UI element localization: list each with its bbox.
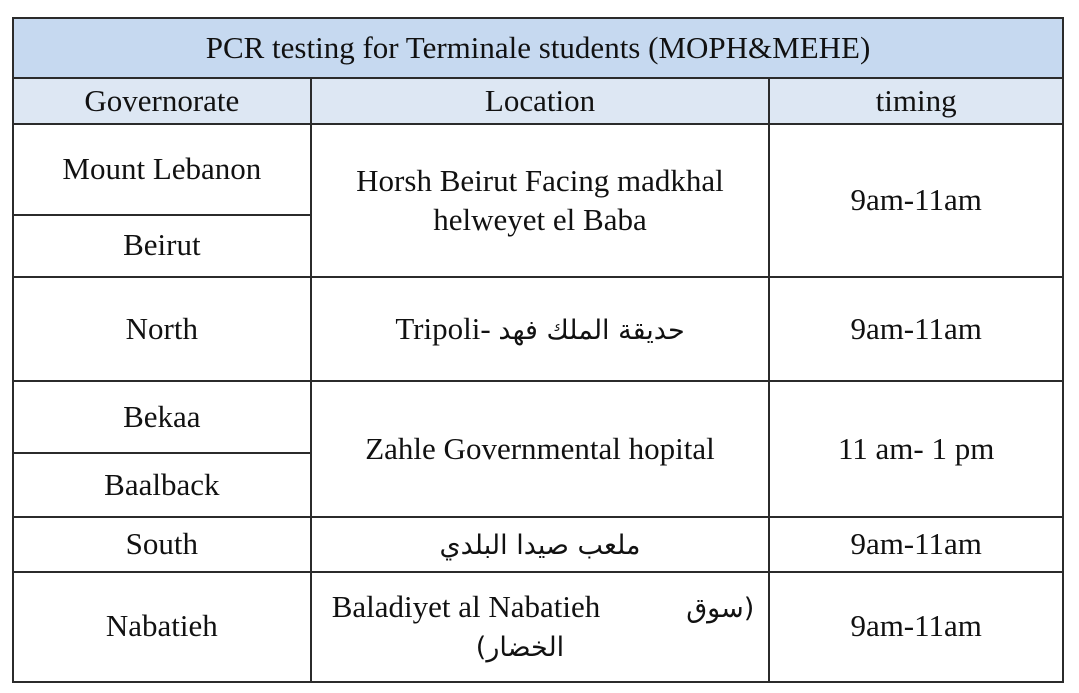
governorate-cell: Baalback: [13, 453, 311, 517]
table-row: [13, 572, 1063, 682]
table-row: [13, 277, 1063, 381]
timing-cell: 9am-11am: [769, 124, 1063, 276]
governorate-cell: Nabatieh: [13, 572, 311, 682]
location-arabic-text: ملعب صيدا البلدي: [439, 530, 641, 562]
timing-cell: 9am-11am: [769, 572, 1063, 682]
table-row: [13, 124, 1063, 214]
table-title-row: [13, 18, 1063, 78]
governorate-cell: South: [13, 517, 311, 571]
location-latin-text: Tripoli-: [395, 310, 491, 346]
location-line: [318, 627, 763, 666]
timing-cell: 9am-11am: [769, 277, 1063, 381]
header-governorate: Governorate: [13, 78, 311, 124]
location-cell: [311, 517, 770, 571]
timing-cell: 11 am- 1 pm: [769, 381, 1063, 517]
table-row: [13, 381, 1063, 453]
location-cell: Zahle Governmental hopital: [311, 381, 770, 517]
governorate-cell: Mount Lebanon: [13, 124, 311, 214]
location-line: [318, 588, 763, 627]
pcr-schedule-table: [12, 17, 1064, 683]
location-cell: [311, 572, 770, 682]
location-arabic-text: الخضار): [475, 631, 565, 663]
table-title: PCR testing for Terminale students (MOPH&MEHE): [13, 18, 1063, 78]
location-cell: [311, 277, 770, 381]
location-arabic-text: حديقة الملك فهد: [498, 314, 685, 346]
governorate-cell: North: [13, 277, 311, 381]
governorate-cell: Beirut: [13, 215, 311, 277]
location-arabic-text: (سوق: [686, 593, 755, 625]
timing-cell: 9am-11am: [769, 517, 1063, 571]
header-location: Location: [311, 78, 770, 124]
governorate-cell: Bekaa: [13, 381, 311, 453]
location-cell: Horsh Beirut Facing madkhal helweyet el Baba: [311, 124, 770, 276]
table-row: [13, 517, 1063, 571]
location-latin-text: Baladiyet al Nabatieh: [331, 589, 601, 625]
header-timing: timing: [769, 78, 1063, 124]
table-header-row: [13, 78, 1063, 124]
